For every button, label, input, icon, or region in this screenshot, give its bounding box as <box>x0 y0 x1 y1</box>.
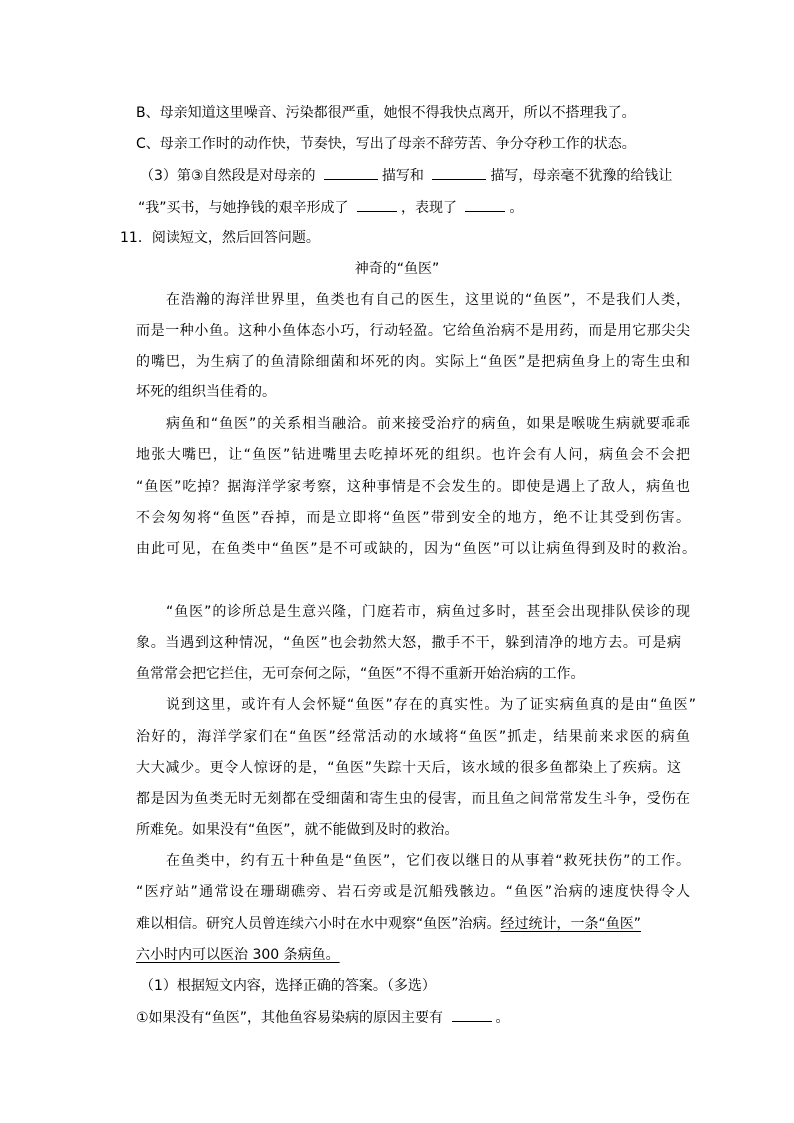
q3-text-3: 描写，母亲毫不犹豫的给钱让 <box>490 168 673 184</box>
question-text: ①如果没有“鱼医”，其他鱼容易染病的原因主要有 <box>136 1010 444 1026</box>
paragraph-line: “医疗站”通常设在珊瑚礁旁、岩石旁或是沉船残骸边。“鱼医”治病的速度快得令人 <box>136 884 690 900</box>
answer-blank[interactable] <box>324 165 378 180</box>
paragraph-line: 都是因为鱼类无时无刻都在受细菌和寄生虫的侵害，而且鱼之间常常发生斗争，受伤在 <box>136 791 690 807</box>
answer-blank[interactable] <box>357 197 397 212</box>
paragraph-line <box>136 914 690 934</box>
question-text-end: 。 <box>495 1010 510 1026</box>
paragraph-line <box>136 945 690 965</box>
paragraph-text: 难以相信。研究人员曾连续六小时在水中观察“鱼医”治病。 <box>136 916 501 932</box>
q3-text-6: 。 <box>509 200 524 216</box>
underlined-sentence: 经过统计，一条“鱼医” <box>500 916 642 932</box>
sub-question-1-heading: （1）根据短文内容，选择正确的答案。（多选） <box>140 978 436 994</box>
option-c: C、母亲工作时的动作快，节奏快，写出了母亲不辞劳苦、争分夺秒工作的状态。 <box>136 136 636 152</box>
answer-blank[interactable] <box>432 165 486 180</box>
passage-title: 神奇的“鱼医” <box>354 261 440 277</box>
paragraph-line: 病鱼和“鱼医”的关系相当融洽。前来接受治疗的病鱼，如果是喉咙生病就要乖乖 <box>166 416 690 432</box>
paragraph-line: 说到这里，或许有人会怀疑“鱼医”存在的真实性。为了证实病鱼真的是由“鱼医” <box>166 697 696 713</box>
paragraph-line: 所难免。如果没有“鱼医”，就不能做到及时的救治。 <box>136 822 459 838</box>
answer-blank[interactable] <box>465 197 505 212</box>
paragraph-line: 不会匆匆将“鱼医”吞掉，而是立即将“鱼医”带到安全的地方，绝不让其受到伤害。 <box>136 510 690 526</box>
question-3-line1 <box>140 165 694 185</box>
paragraph-line: 象。当遇到这种情况，“鱼医”也会勃然大怒，撒手不干，躲到清净的地方去。可是病 <box>136 635 681 651</box>
paragraph-line: 鱼常常会把它拦住，无可奈何之际，“鱼医”不得不重新开始治病的工作。 <box>136 666 585 682</box>
paragraph-line: 而是一种小鱼。这种小鱼体态小巧，行动轻盈。它给鱼治病不是用药，而是用它那尖尖 <box>136 323 690 339</box>
paragraph-line: “鱼医”吃掉？据海洋学家考察，这种事情是不会发生的。即使是遇上了敌人，病鱼也 <box>136 479 690 495</box>
paragraph-line: 大大减少。更令人惊讶的是，“鱼医”失踪十天后，该水域的很多鱼都染上了疾病。这 <box>136 760 681 776</box>
paragraph-line: 坏死的组织当佳肴的。 <box>136 384 276 400</box>
paragraph-line: 由此可见，在鱼类中“鱼医”是不可或缺的，因为“鱼医”可以让病鱼得到及时的救治。 <box>136 541 696 557</box>
paragraph-line: 地张大嘴巴，让“鱼医”钻进嘴里去吃掉坏死的组织。也许会有人问，病鱼会不会把 <box>136 447 690 463</box>
paragraph-line: 在浩瀚的海洋世界里，鱼类也有自己的医生，这里说的“鱼医”，不是我们人类， <box>166 292 690 308</box>
paragraph-line: 的嘴巴，为生病了的鱼清除细菌和坏死的肉。实际上“鱼医”是把病鱼身上的寄生虫和 <box>136 354 690 370</box>
q3-text-5: ，表现了 <box>400 200 457 216</box>
paragraph-line: 治好的，海洋学家们在“鱼医”经常活动的水域将“鱼医”抓走，结果前来求医的病鱼 <box>136 729 690 745</box>
q3-text-1: （3）第③自然段是对母亲的 <box>140 168 316 184</box>
paragraph-line: “鱼医”的诊所总是生意兴隆，门庭若市，病鱼过多时，甚至会出现排队侯诊的现 <box>166 604 690 620</box>
question-3-line2 <box>138 197 692 217</box>
option-b: B、母亲知道这里噪音、污染都很严重，她恨不得我快点离开，所以不搭理我了。 <box>136 105 636 121</box>
q3-text-4: “我”买书，与她挣钱的艰辛形成了 <box>138 200 349 216</box>
q3-text-2: 描写和 <box>381 168 424 184</box>
answer-blank[interactable] <box>452 1007 492 1022</box>
sub-question-1-item-1 <box>136 1007 690 1027</box>
question-11-heading: 11．阅读短文，然后回答问题。 <box>120 230 320 246</box>
paragraph-line: 在鱼类中，约有五十种鱼是“鱼医”，它们夜以继日的从事着“救死扶伤”的工作。 <box>166 853 690 869</box>
underlined-sentence: 六小时内可以医治 300 条病鱼。 <box>136 947 340 963</box>
